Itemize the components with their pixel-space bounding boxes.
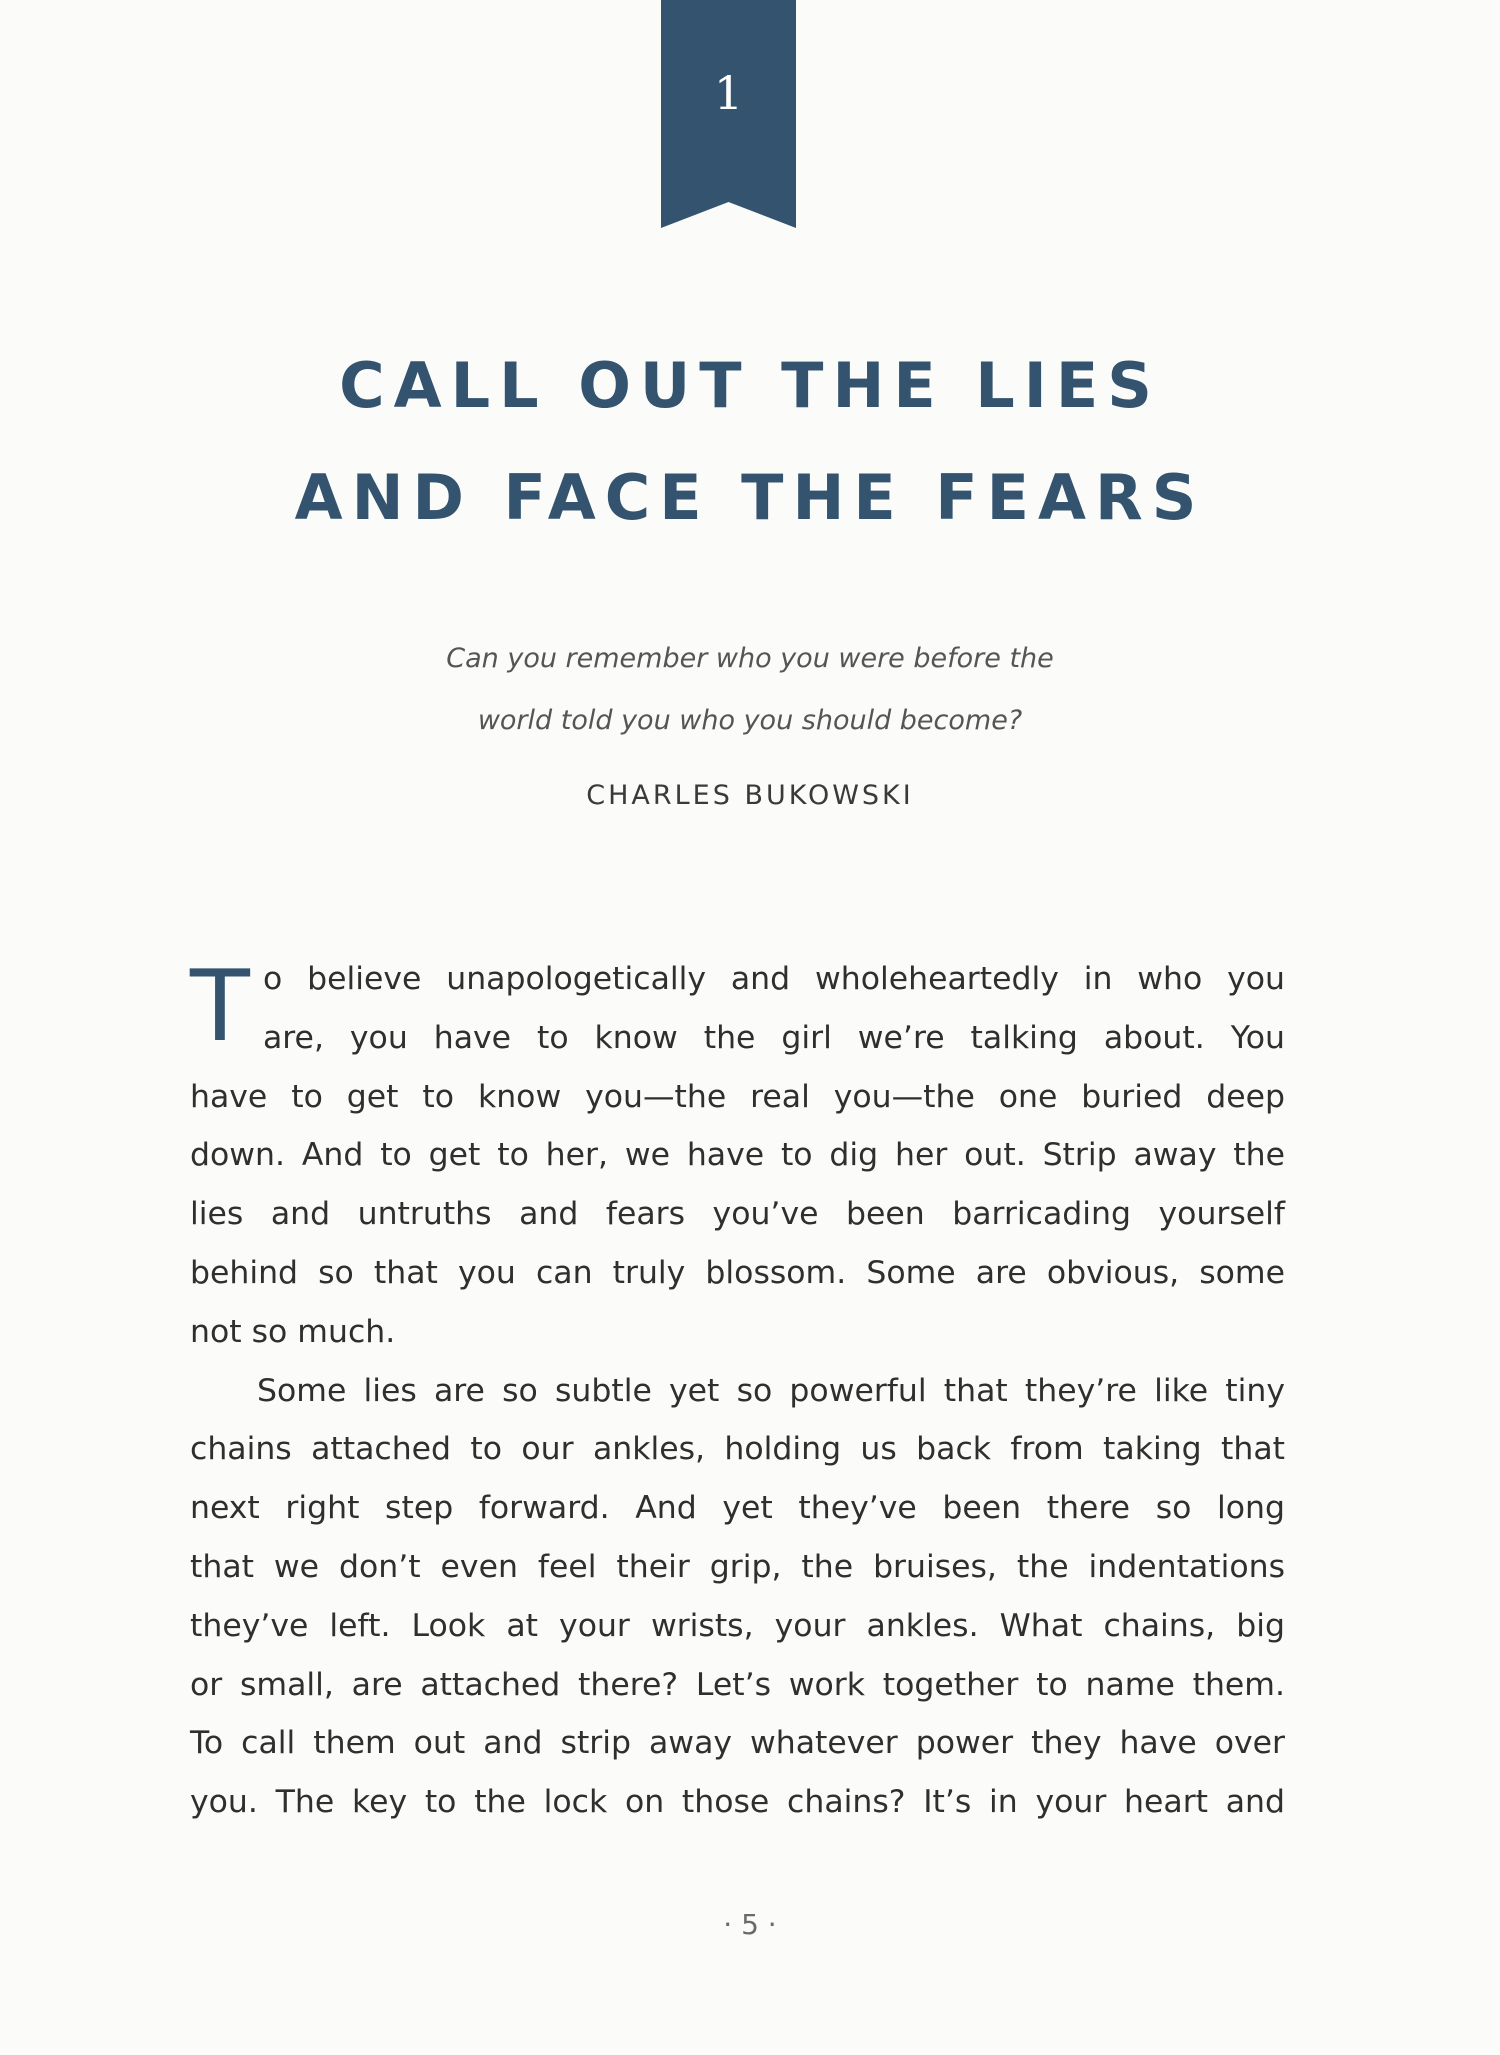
- epigraph-line-1: Can you remember who you were before the: [446, 643, 1054, 674]
- paragraph-1-line: are, you have to know the girl we’re talking about. You: [263, 1019, 1285, 1056]
- paragraph-1-line: not so much.: [190, 1313, 396, 1350]
- body-text: [190, 950, 1285, 1832]
- chapter-number: 1: [713, 66, 744, 120]
- paragraph-2-line: you. The key to the lock on those chains? It’s in your heart and: [190, 1784, 1285, 1821]
- paragraph-2-line: Some lies are so subtle yet so powerful that they’re like tiny: [257, 1372, 1285, 1409]
- paragraph-2-line: that we don’t even feel their grip, the bruises, the indentations: [190, 1548, 1285, 1585]
- drop-cap: T: [190, 950, 250, 1064]
- chapter-title: [150, 330, 1350, 554]
- paragraph-2-line: they’ve left. Look at your wrists, your ankles. What chains, big: [190, 1607, 1285, 1644]
- page-number: · 5 ·: [723, 1908, 777, 1941]
- paragraph-1-line: behind so that you can truly blossom. Some are obvious, some: [190, 1254, 1285, 1291]
- chapter-title-line-1: CALL OUT THE LIES: [339, 349, 1161, 422]
- epigraph-author: CHARLES BUKOWSKI: [586, 780, 914, 811]
- paragraph-2-line: or small, are attached there? Let’s work together to name them.: [190, 1666, 1285, 1703]
- epigraph-line-2: world told you who you should become?: [477, 705, 1023, 736]
- paragraph-1-line: down. And to get to her, we have to dig her out. Strip away the: [190, 1137, 1285, 1174]
- chapter-ribbon: [661, 0, 796, 230]
- paragraph-1-line: have to get to know you—the real you—the one buried deep: [190, 1078, 1285, 1115]
- paragraph-2-line: next right step forward. And yet they’ve been there so long: [190, 1490, 1285, 1527]
- paragraph-1-line: lies and untruths and fears you’ve been barricading yourself: [190, 1196, 1285, 1233]
- paragraph-2-line: To call them out and strip away whatever power they have over: [190, 1725, 1285, 1762]
- paragraph-1-line: o believe unapologetically and wholeheartedly in who you: [263, 961, 1285, 997]
- epigraph-quote: [350, 628, 1150, 752]
- chapter-title-line-2: AND FACE THE FEARS: [294, 461, 1206, 534]
- paragraph-2-line: chains attached to our ankles, holding us back from taking that: [190, 1431, 1285, 1468]
